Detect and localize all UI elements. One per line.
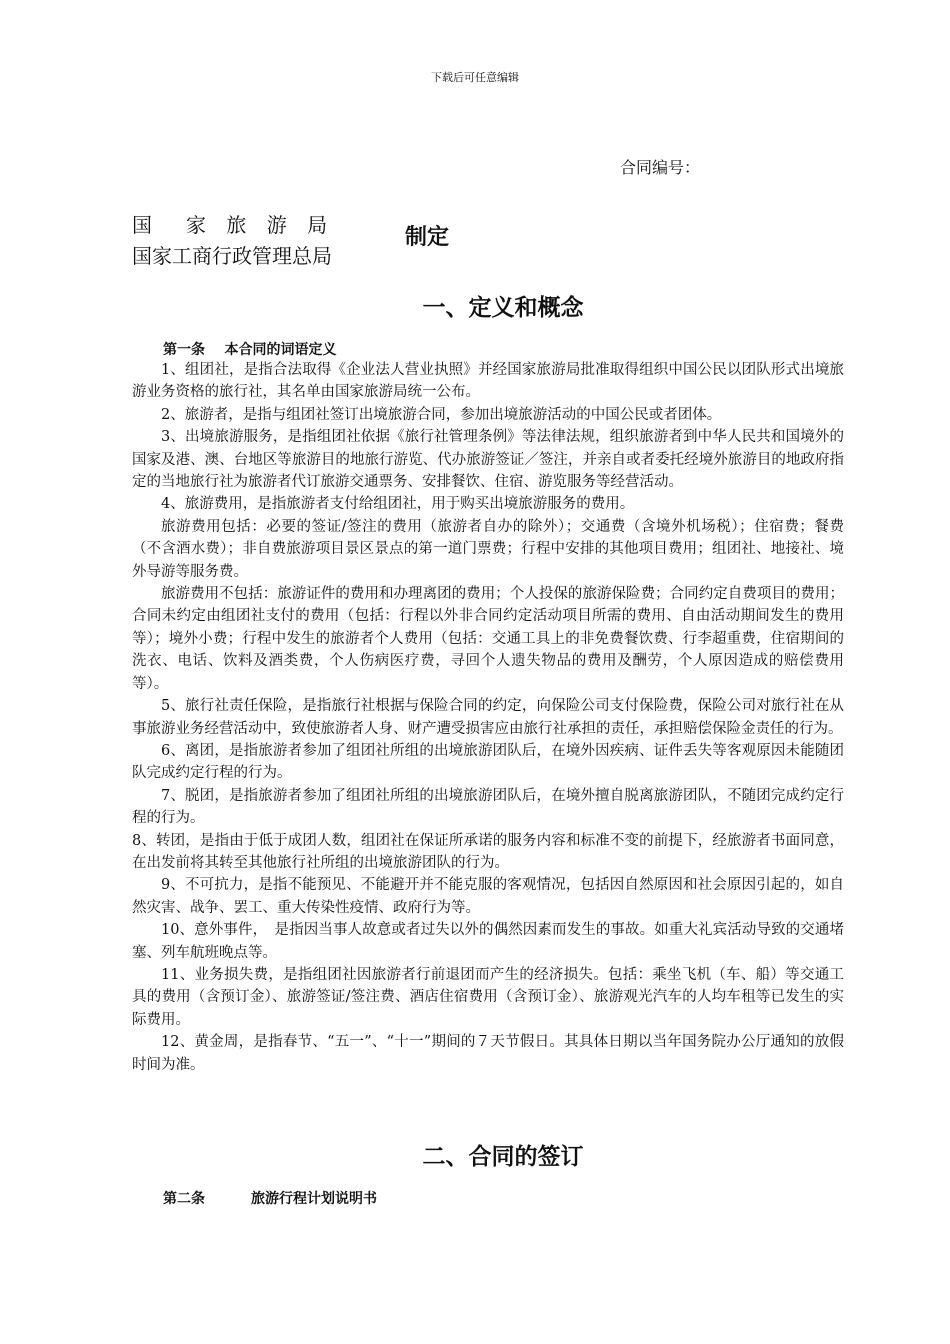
- article-2-title: 旅游行程计划说明书: [251, 1191, 377, 1207]
- definition-paragraph: 12、黄金周，是指春节、“五一”、“十一”期间的７天节假日。其具体日期以当年国务院办公厅通知的放假时间为准。: [132, 1034, 844, 1073]
- definition-paragraph: 7、脱团，是指旅游者参加了组团社所组的出境旅游团队后，在境外擅自脱离旅游团队，不随团完成约定行程的行为。: [132, 787, 844, 827]
- definition-paragraph: 3、出境旅游服务，是指组团社依据《旅行社管理条例》等法律法规，组织旅游者到中华人民共和国境外的国家及港、澳、台地区等旅游目的地旅行游览、代办旅游签证／签注，并亲自或者委托经境外旅游目的地政府指定的当地旅行社为旅游者代订旅游交通票务、安排餐饮、住宿、游览服务等经营活动。: [132, 429, 844, 491]
- definition-paragraph: 4、旅游费用，是指旅游者支付给组团社，用于购买出境旅游服务的费用。: [161, 496, 635, 513]
- definition-paragraph: 1、组团社，是指合法取得《企业法人营业执照》并经国家旅游局批准取得组织中国公民以团队形式出境旅游业务资格的旅行社，其名单由国家旅游局统一公布。: [132, 362, 844, 401]
- definition-paragraph: 6、离团，是指旅游者参加了组团社所组的出境旅游团队后，在境外因疾病、证件丢失等客观原因未能随团队完成约定行程的行为。: [132, 742, 844, 782]
- issuer-made: 制定: [405, 225, 450, 250]
- definition-paragraph: 5、旅行社责任保险，是指旅行社根据与保险合同的约定，向保险公司支付保险费，保险公司对旅行社在从事旅游业务经营活动中，致使旅游者人身、财产遭受损害应由旅行社承担的责任，承担赔偿保险金责任的行为。: [132, 698, 844, 737]
- definitions-body: [132, 359, 844, 1076]
- contract-number-label: 合同编号：: [620, 158, 701, 177]
- section-2-title: 二、合同的签订: [422, 1144, 584, 1170]
- definition-paragraph: 11、业务损失费，是指组团社因旅游者行前退团而产生的经济损失。包括：乘坐飞机（车、船）等交通工具的费用（含预订金）、旅游签证/签注费、酒店住宿费用（含预订金）、旅游观光汽车的人均车租等已发生的实际费用。: [132, 966, 844, 1028]
- definition-paragraph: 旅游费用包括：必要的签证/签注的费用（旅游者自办的除外）；交通费（含境外机场税）；住宿费；餐费（不含酒水费）；非自费旅游项目景区景点的第一道门票费；行程中安排的其他项目费用；组团社、地接社、境外导游等服务费。: [132, 518, 844, 580]
- definition-paragraph: 9、不可抗力，是指不能预见、不能避开并不能克服的客观情况，包括因自然原因和社会原因引起的，如自然灾害、战争、罢工、重大传染性疫情、政府行为等。: [132, 877, 844, 916]
- header-note: 下载后可任意编辑: [431, 71, 519, 84]
- article-1-title: 本合同的词语定义: [224, 342, 337, 358]
- article-2-heading: [163, 1188, 377, 1208]
- article-1-heading: [163, 339, 337, 359]
- definition-paragraph: 8、转团，是指由于低于成团人数，组团社在保证所承诺的服务内容和标准不变的前提下，经旅游者书面同意，在出发前将其转至其他旅行社所组的出境旅游团队的行为。: [132, 832, 844, 871]
- section-1-title: 一、定义和概念: [422, 295, 584, 321]
- definition-paragraph: 旅游费用不包括：旅游证件的费用和办理离团的费用；个人投保的旅游保险费；合同约定自费项目的费用；合同未约定由组团社支付的费用（包括：行程以外非合同约定活动项目所需的费用、自由活动期间发生的费用等）；境外小费；行程中发生的旅游者个人费用（包括：交通工具上的非免费餐饮费、行李超重费，住宿期间的洗衣、电话、饮料及酒类费，个人伤病医疗费，寻回个人遗失物品的费用及酬劳，个人原因造成的赔偿费用等）。: [132, 586, 844, 692]
- issuer-org-1: 国 家 旅 游 局: [132, 213, 335, 237]
- article-1-label: 第一条: [163, 342, 205, 358]
- issuer-org-2: 国家工商行政管理总局: [132, 244, 332, 268]
- definition-paragraph: 2、旅游者，是指与组团社签订出境旅游合同，参加出境旅游活动的中国公民或者团体。: [161, 406, 722, 423]
- article-2-label: 第二条: [163, 1191, 205, 1207]
- definition-paragraph: 10、意外事件， 是指因当事人故意或者过失以外的偶然因素而发生的事故。如重大礼宾活动导致的交通堵塞、列车航班晚点等。: [132, 922, 844, 961]
